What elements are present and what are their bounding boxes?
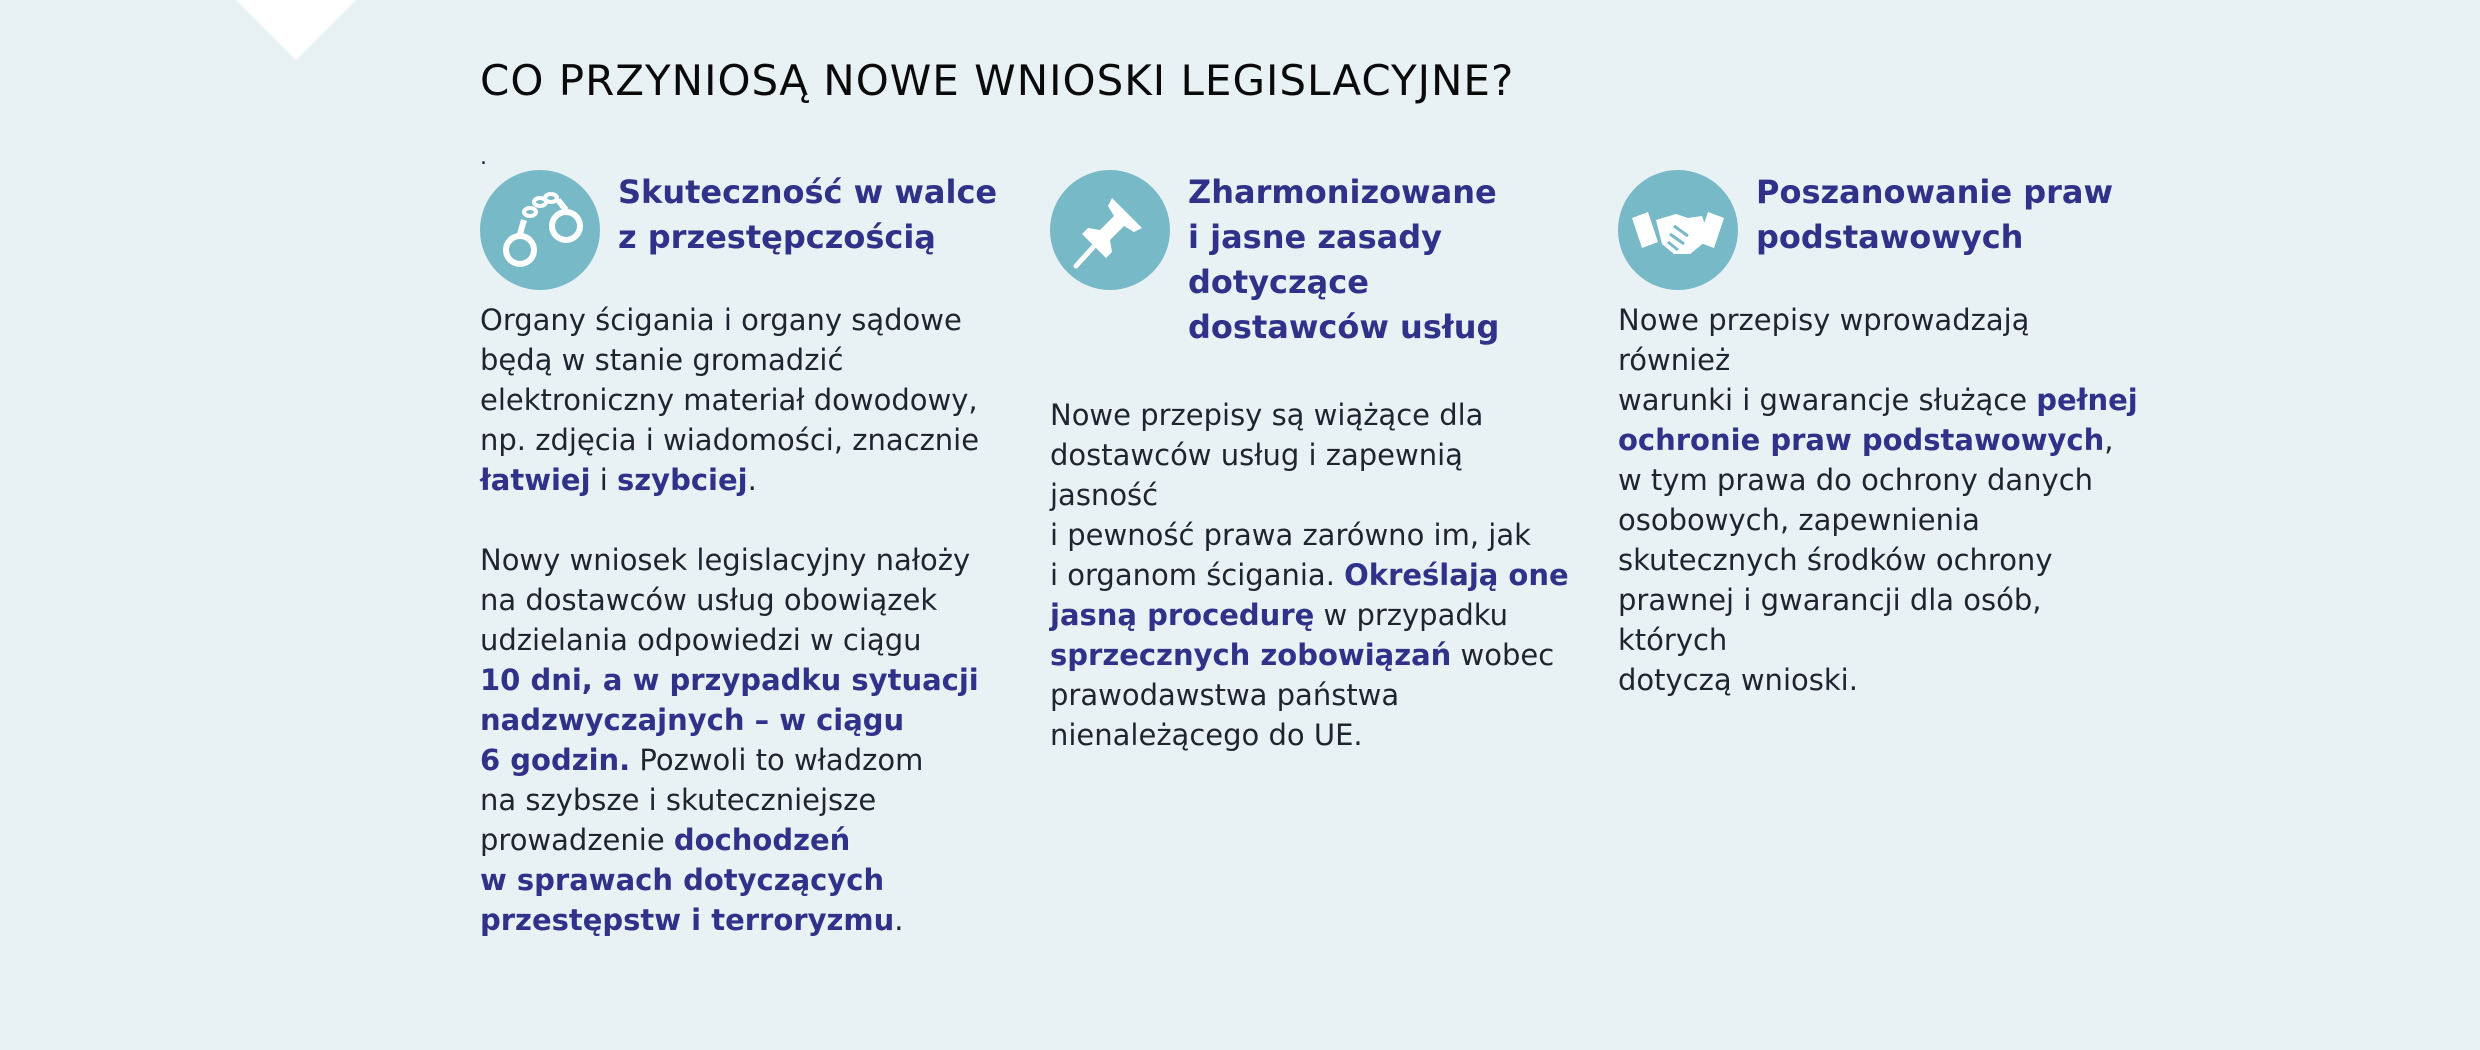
text-line: w tym prawa do ochrony danych <box>1618 463 2094 497</box>
bold-text: nadzwyczajnych – w ciągu <box>480 703 905 737</box>
paragraph <box>480 300 1010 500</box>
column-harmonized-rules <box>1050 170 1570 795</box>
text-line: osobowych, zapewnienia <box>1618 503 1980 537</box>
bold-text: sprzecznych zobowiązań <box>1050 638 1452 672</box>
handcuffs-icon <box>480 170 600 290</box>
bold-text: szybciej <box>617 463 748 497</box>
bold-text: 6 godzin. <box>480 743 631 777</box>
column-heading <box>1756 170 2113 260</box>
bold-text: 10 dni, a w przypadku sytuacji <box>480 663 979 697</box>
text-line: elektroniczny materiał dowodowy, <box>480 383 978 417</box>
paragraph <box>1618 300 2138 700</box>
paragraph <box>480 540 1010 940</box>
text-line: będą w stanie gromadzić <box>480 343 844 377</box>
heading-line: dostawców usług <box>1188 308 1500 346</box>
text-line: nienależącego do UE. <box>1050 718 1363 752</box>
paragraph <box>1050 395 1570 755</box>
heading-line: Skuteczność w walce <box>618 173 998 211</box>
text-fragment: w przypadku <box>1314 598 1509 632</box>
text-fragment: warunki i gwarancje służące <box>1618 383 2037 417</box>
column-body <box>480 300 1010 940</box>
text-fragment: Pozwoli to władzom <box>630 743 924 777</box>
column-crime-fighting <box>480 170 1010 980</box>
text-line: na dostawców usług obowiązek <box>480 583 938 617</box>
column-fundamental-rights <box>1618 170 2138 740</box>
text-fragment: i organom ścigania. <box>1050 558 1345 592</box>
text-line: dostawców usług i zapewnią jasność <box>1050 438 1463 512</box>
bold-text: łatwiej <box>480 463 591 497</box>
text-line: skutecznych środków ochrony <box>1618 543 2053 577</box>
column-heading <box>618 170 997 260</box>
text-line: na szybsze i skuteczniejsze <box>480 783 877 817</box>
text-line: udzielania odpowiedzi w ciągu <box>480 623 922 657</box>
text-line: Nowe przepisy są wiążące dla <box>1050 398 1484 432</box>
column-body <box>1618 300 2138 700</box>
column-heading <box>1188 170 1499 350</box>
text-line: np. zdjęcia i wiadomości, znacznie <box>480 423 980 457</box>
text-line: i pewność prawa zarówno im, jak <box>1050 518 1531 552</box>
column-body <box>1050 395 1570 755</box>
column-header <box>1050 170 1570 350</box>
page-title: CO PRZYNIOSĄ NOWE WNIOSKI LEGISLACYJNE? <box>480 56 1515 106</box>
bold-text: pełnej <box>2036 383 2138 417</box>
handshake-icon <box>1618 170 1738 290</box>
column-header <box>480 170 1010 290</box>
heading-line: z przestępczością <box>618 218 936 256</box>
text-line: prawnej i gwarancji dla osób, których <box>1618 583 2042 657</box>
bold-text: Określają one <box>1344 558 1569 592</box>
text-fragment: wobec <box>1451 638 1555 672</box>
heading-line: i jasne zasady <box>1188 218 1442 256</box>
heading-line: Zharmonizowane <box>1188 173 1497 211</box>
pushpin-icon <box>1050 170 1170 290</box>
text-fragment: prowadzenie <box>480 823 674 857</box>
bold-text: ochronie praw podstawowych <box>1618 423 2105 457</box>
text-fragment: . <box>747 463 757 497</box>
text-line: prawodawstwa państwa <box>1050 678 1400 712</box>
text-fragment: . <box>894 903 904 937</box>
text-line: dotyczą wnioski. <box>1618 663 1858 697</box>
text-fragment: , <box>2104 423 2114 457</box>
corner-notch-decoration <box>236 0 356 60</box>
text-line: Nowe przepisy wprowadzają również <box>1618 303 2030 377</box>
column-header <box>1618 170 2138 290</box>
heading-line: dotyczące <box>1188 263 1369 301</box>
heading-line: Poszanowanie praw <box>1756 173 2114 211</box>
bold-text: w sprawach dotyczących <box>480 863 885 897</box>
heading-line: podstawowych <box>1756 218 2024 256</box>
stray-dot: . <box>480 145 487 170</box>
text-fragment: i <box>590 463 618 497</box>
text-line: Nowy wniosek legislacyjny nałoży <box>480 543 971 577</box>
text-line: Organy ścigania i organy sądowe <box>480 303 962 337</box>
bold-text: przestępstw i terroryzmu <box>480 903 895 937</box>
bold-text: dochodzeń <box>673 823 851 857</box>
bold-text: jasną procedurę <box>1050 598 1315 632</box>
